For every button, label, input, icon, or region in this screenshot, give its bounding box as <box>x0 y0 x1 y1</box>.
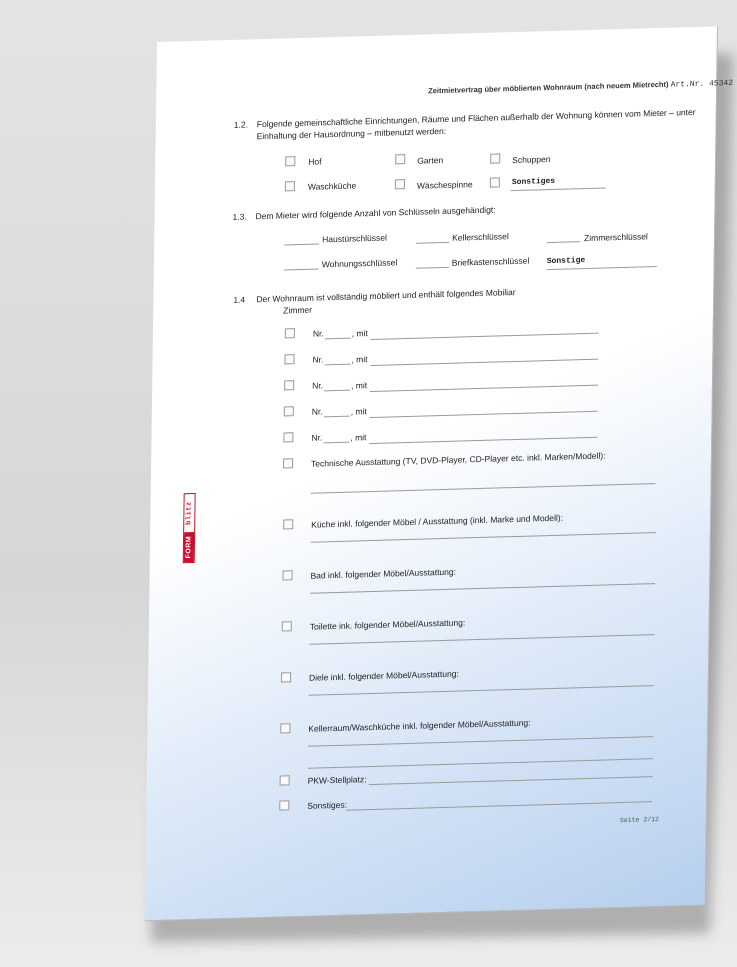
section-1-3-number: 1.3. <box>232 211 247 222</box>
section-1-2-text-cont: Einhaltung der Hausordnung – mitbenutzt werden: <box>256 125 447 142</box>
document-header <box>428 78 733 97</box>
label-pkw: PKW-Stellplatz: <box>307 774 367 786</box>
checkbox-zimmer-1[interactable] <box>285 328 295 338</box>
label-kueche: Küche inkl. folgender Möbel / Ausstattung (inkl. Marke und Modell): <box>311 512 564 530</box>
sonstiges-1-4-line[interactable] <box>346 801 652 811</box>
zimmer-4-mit: , mit <box>350 406 367 417</box>
label-sonstiges-1-2: Sonstiges <box>511 176 556 188</box>
checkbox-sonstiges-1-4[interactable] <box>279 800 289 810</box>
label-bad: Bad inkl. folgender Möbel/Ausstattung: <box>310 566 457 581</box>
label-sonstiges-1-4: Sonstiges: <box>307 799 348 811</box>
label-waeschespinne: Wäschespinne <box>416 179 473 191</box>
zimmer-4-mit-line[interactable] <box>370 411 598 418</box>
section-1-3-text: Dem Mieter wird folgende Anzahl von Schlüsseln ausgehändigt: <box>255 204 496 222</box>
checkbox-kueche[interactable] <box>283 519 293 529</box>
section-1-4-text: Der Wohnraum ist vollständig möbliert und enthält folgendes Mobiliar <box>256 286 516 305</box>
checkbox-zimmer-4[interactable] <box>284 406 294 416</box>
zimmer-1-mit-line[interactable] <box>371 333 599 340</box>
checkbox-hof[interactable] <box>285 156 295 166</box>
section-1-2-number: 1.2. <box>233 119 249 130</box>
wohnung-count-line[interactable] <box>284 268 319 270</box>
zimmer-2-mit-line[interactable] <box>370 359 598 366</box>
logo-text-form: FORM <box>185 535 193 559</box>
zimmer-2-nr: Nr. <box>312 354 324 365</box>
briefkasten-count-line[interactable] <box>416 267 449 269</box>
checkbox-toilette[interactable] <box>282 621 292 631</box>
page-number: Seite 2/12 <box>619 815 660 825</box>
checkbox-bad[interactable] <box>282 570 292 580</box>
zimmer-4-nr-line[interactable] <box>324 416 350 418</box>
header-title: Zeitmietvertrag über möblierten Wohnraum (nach neuem Mietrecht) <box>428 79 669 96</box>
header-art-nr: Art.Nr. 45342 <box>670 78 734 90</box>
checkbox-zimmer-5[interactable] <box>283 432 293 442</box>
zimmer-1-nr-line[interactable] <box>325 338 351 340</box>
zimmer-2-nr-line[interactable] <box>324 364 350 366</box>
label-sonstige-schluessel: Sonstige <box>546 256 586 267</box>
zimmer-2-mit: , mit <box>351 354 368 365</box>
zimmer-1-nr: Nr. <box>312 328 324 339</box>
label-schuppen: Schuppen <box>512 154 551 166</box>
sonstiges-1-2-line[interactable] <box>511 187 606 191</box>
checkbox-sonstiges-1-2[interactable] <box>490 177 500 187</box>
section-1-4-number: 1.4 <box>233 294 246 305</box>
checkbox-technik[interactable] <box>283 458 293 468</box>
bad-line[interactable] <box>310 583 655 594</box>
zimmer-3-nr: Nr. <box>312 380 324 391</box>
document-page <box>145 26 734 921</box>
checkbox-waschkueche[interactable] <box>285 181 295 191</box>
diele-line[interactable] <box>309 685 654 696</box>
label-toilette: Toilette ink. folgender Möbel/Ausstattung: <box>309 617 466 632</box>
haustuer-count-line[interactable] <box>284 243 319 245</box>
keller-line-1[interactable] <box>308 736 653 747</box>
section-1-2-text: Folgende gemeinschaftliche Einrichtungen, Räume und Flächen außerhalb der Wohnung können vom Mieter – unter <box>256 106 696 130</box>
checkbox-zimmer-2[interactable] <box>284 354 294 364</box>
zimmer-5-mit-line[interactable] <box>369 437 597 444</box>
pkw-line[interactable] <box>369 776 653 785</box>
formblitz-logo <box>183 493 196 563</box>
label-kellerschluessel: Kellerschlüssel <box>452 231 509 243</box>
checkbox-schuppen[interactable] <box>490 153 500 163</box>
logo-text-blitz: blitz <box>185 501 194 525</box>
label-diele: Diele inkl. folgender Möbel/Ausstattung: <box>308 668 459 683</box>
checkbox-zimmer-3[interactable] <box>284 380 294 390</box>
checkbox-garten[interactable] <box>395 154 405 164</box>
label-wohnungsschluessel: Wohnungsschlüssel <box>321 257 398 270</box>
zimmer-5-nr-line[interactable] <box>323 442 349 444</box>
logo-white-part <box>184 494 195 532</box>
checkbox-pkw[interactable] <box>280 775 290 785</box>
label-haustuerschluessel: Haustürschlüssel <box>322 232 387 245</box>
zimmer-5-mit: , mit <box>350 432 367 443</box>
checkbox-keller[interactable] <box>280 723 290 733</box>
label-briefkastenschluessel: Briefkastenschlüssel <box>451 255 530 268</box>
logo-red-part <box>184 532 194 562</box>
kueche-line[interactable] <box>311 532 656 543</box>
checkbox-diele[interactable] <box>281 672 291 682</box>
zimmer-1-mit: , mit <box>351 328 368 339</box>
keller-count-line[interactable] <box>416 242 449 244</box>
sonstige-schluessel-line[interactable] <box>547 266 657 270</box>
label-garten: Garten <box>417 155 444 166</box>
technik-line[interactable] <box>311 483 656 494</box>
toilette-line[interactable] <box>310 634 655 645</box>
label-hof: Hof <box>308 156 322 167</box>
zimmer-5-nr: Nr. <box>311 432 323 443</box>
section-1-4-subtitle: Zimmer <box>283 304 313 316</box>
zimmer-3-mit: , mit <box>351 380 368 391</box>
label-waschkueche: Waschküche <box>307 180 357 192</box>
zimmer-count-line[interactable] <box>547 241 580 243</box>
zimmer-3-mit-line[interactable] <box>370 385 598 392</box>
label-keller: Kellerraum/Waschküche inkl. folgender Möbel/Ausstattung: <box>308 717 531 734</box>
checkbox-waeschespinne[interactable] <box>395 179 405 189</box>
label-technik: Technische Ausstattung (TV, DVD-Player, CD-Player etc. inkl. Marken/Modell): <box>310 450 606 469</box>
label-zimmerschluessel: Zimmerschlüssel <box>584 231 648 244</box>
keller-line-2[interactable] <box>308 758 653 769</box>
zimmer-3-nr-line[interactable] <box>324 390 350 392</box>
zimmer-4-nr: Nr. <box>311 406 323 417</box>
